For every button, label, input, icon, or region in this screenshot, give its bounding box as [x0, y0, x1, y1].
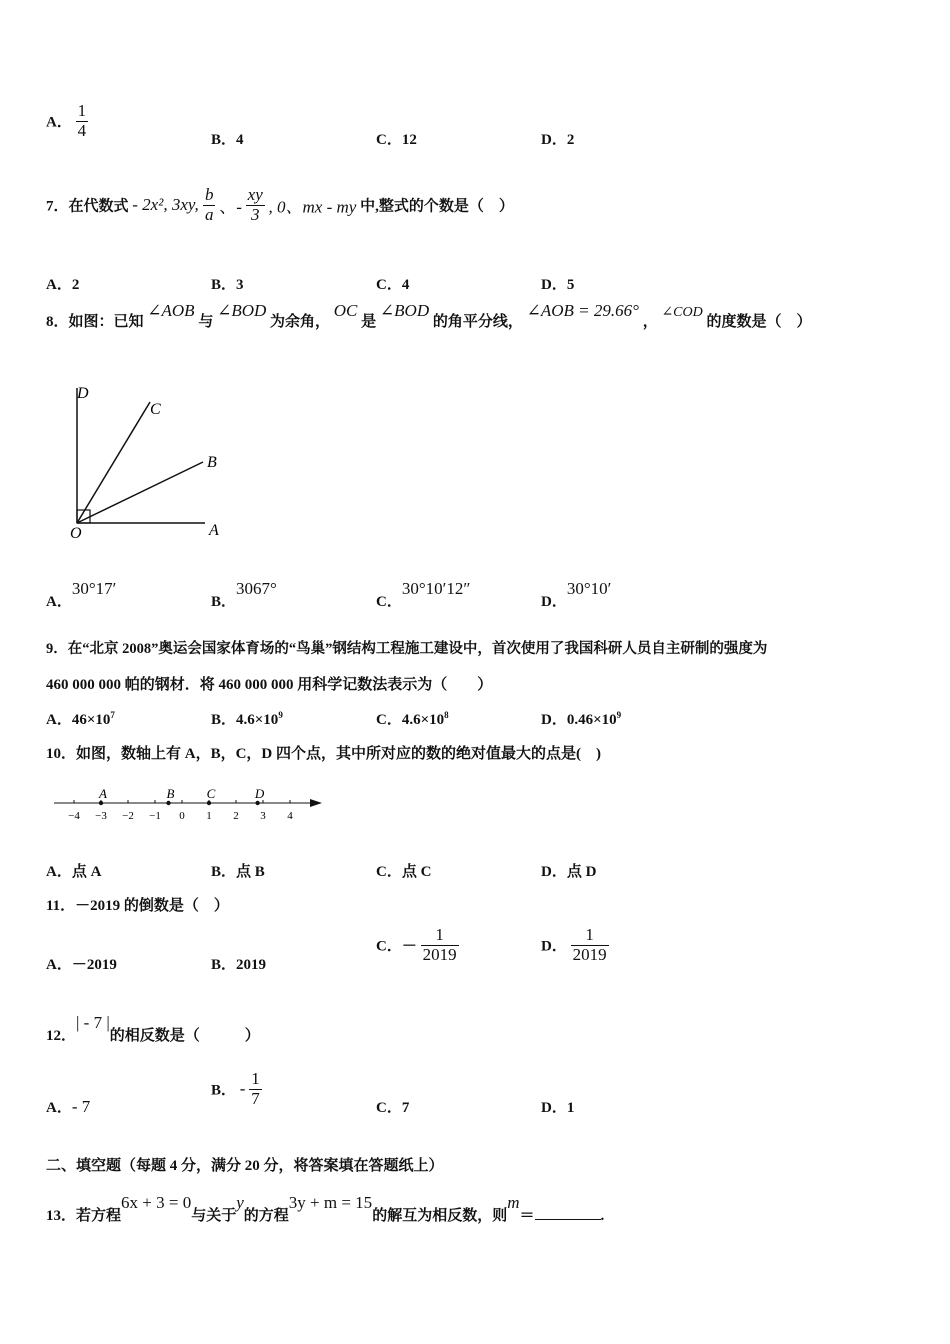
axis-arrow: [310, 799, 322, 807]
q13-text-1: 13．若方程: [46, 1208, 122, 1224]
q12-stem-text: 的相反数是（ ）: [109, 1028, 260, 1044]
q11-option-d: [541, 926, 609, 964]
q12-option-b-sign: -: [239, 1079, 246, 1099]
q11-option-c-fraction: $\frac{1}{2019}$: [422, 925, 457, 964]
q13-text-4: 的解互为相反数，则: [372, 1208, 508, 1224]
q8-math-oc: OC: [333, 301, 358, 320]
q13-answer-blank[interactable]: [535, 1205, 601, 1220]
q11-option-d-fraction: $\frac{1}{2019}$: [572, 925, 607, 964]
q9-option-d-exp: 9: [616, 710, 622, 720]
q6-options: [46, 102, 88, 140]
q8-option-d: [541, 578, 612, 610]
q7-prefix: 7．在代数式: [46, 198, 129, 215]
q7-suffix: 中,整式的个数是（ ）: [360, 198, 514, 215]
q12-option-a: [46, 1096, 90, 1117]
point-label-c: C: [206, 786, 216, 801]
q12-option-b-fraction: $\frac{1}{7}$: [251, 1069, 260, 1108]
q7-fraction-xy-over-3: $\frac{xy}{3}$: [247, 185, 263, 224]
q7-sep: 、-: [219, 197, 242, 217]
q13-math-m: m: [507, 1193, 520, 1212]
q8-text-2: 与: [198, 314, 214, 330]
q8-option-b-value: 3067°: [236, 579, 277, 598]
q8-text-4: 是: [361, 314, 377, 330]
q13-text-5: ＝: [519, 1208, 535, 1224]
q7-option-b: B．3: [211, 277, 244, 293]
tick-label: −2: [122, 810, 134, 822]
q10-option-d: D．点 D: [541, 864, 597, 880]
q12-abs-value: | - 7 |: [76, 1013, 110, 1032]
q12-number: 12．: [46, 1028, 77, 1044]
q8-option-a: [46, 578, 117, 610]
q8-stem: [46, 301, 812, 331]
q13-stem: [46, 1192, 605, 1224]
q6-option-a-label: A．: [46, 114, 72, 131]
label-d: D: [77, 385, 89, 402]
q6-option-c: C．12: [376, 132, 417, 148]
q8-option-c-label: C．: [376, 594, 402, 610]
q9-stem-line1: 9．在“北京 2008”奥运会国家体育场的“鸟巢”钢结构工程施工建设中，首次使用了我国科研人员自主研制的强度为: [46, 641, 768, 657]
q12-option-a-label: A．: [46, 1100, 72, 1116]
q13-text-2: 与关于: [191, 1208, 237, 1224]
q8-text-5: 的角平分线，: [432, 314, 523, 330]
q7-option-d: D．5: [541, 277, 575, 293]
point-c: [207, 801, 211, 805]
point-label-d: D: [254, 786, 265, 801]
tick-label: 1: [206, 810, 212, 822]
q12-option-b-label: B．: [211, 1082, 237, 1099]
q8-option-d-label: D．: [541, 594, 567, 610]
q8-option-c: [376, 578, 471, 610]
q11-option-d-label: D．: [541, 938, 567, 955]
q8-option-a-value: 30°17′: [71, 579, 117, 598]
q9-option-c: [376, 708, 449, 729]
label-a: A: [209, 522, 219, 539]
q9-option-d: [541, 708, 621, 729]
q12-option-b: [211, 1070, 262, 1108]
q9-option-c-text: C．4.6×10: [376, 712, 445, 728]
tick-label: 0: [179, 810, 185, 822]
point-label-b: B: [166, 786, 175, 801]
q10-option-a: A．点 A: [46, 864, 102, 880]
q9-option-a: [46, 708, 115, 729]
q8-math-aob: ∠AOB: [147, 301, 195, 320]
q8-math-cod: ∠COD: [661, 305, 703, 320]
q10-option-c: C．点 C: [376, 864, 432, 880]
q13-text-3: 的方程: [243, 1208, 289, 1224]
q11-option-c: [376, 926, 459, 964]
tick-label: −1: [149, 810, 161, 822]
q7-expr-part1: - 2x², 3xy,: [132, 195, 203, 215]
q9-option-a-exp: 7: [110, 710, 115, 720]
q8-angle-figure: [60, 380, 240, 545]
label-c: C: [150, 401, 161, 418]
q13-math-y: y: [236, 1193, 244, 1212]
q8-text-7: 的度数是（ ）: [706, 314, 812, 330]
q6-option-b: B．4: [211, 132, 244, 148]
q7-option-c: C．4: [376, 277, 410, 293]
point-a: [99, 801, 103, 805]
label-b: B: [207, 454, 217, 471]
q9-stem-line2: 460 000 000 帕的钢材．将 460 000 000 用科学记数法表示为（ ）: [46, 677, 493, 693]
q8-text-1: 8．如图：已知: [46, 314, 144, 330]
q8-math-bod: ∠BOD: [217, 301, 267, 320]
q8-math-bod-2: ∠BOD: [379, 301, 430, 320]
q9-option-b-exp: 9: [278, 710, 283, 720]
q11-option-b: B．2019: [211, 957, 267, 973]
q9-option-d-text: D．0.46×10: [541, 712, 617, 728]
q7-expr-part2: , 0、mx - my: [268, 197, 357, 217]
q8-option-a-label: A．: [46, 594, 72, 610]
q7-fraction-b-over-a: $\frac{b}{a}$: [204, 185, 214, 224]
q6-option-d: D．2: [541, 132, 575, 148]
label-o: O: [70, 525, 82, 542]
q9-option-c-exp: 8: [444, 710, 449, 720]
q12-stem: [46, 1012, 260, 1044]
tick-label: 3: [260, 810, 266, 822]
q10-stem: 10．如图，数轴上有 A，B，C，D 四个点，其中所对应的数的绝对值最大的点是( ): [46, 746, 601, 762]
q13-text-6: .: [600, 1208, 605, 1224]
q9-option-a-text: A．46×10: [46, 712, 111, 728]
q8-text-6: ，: [642, 314, 658, 330]
point-d: [255, 801, 259, 805]
q8-math-aob-value: ∠AOB = 29.66°: [526, 301, 639, 320]
axis-points: [98, 786, 265, 805]
q8-option-c-value: 30°10′12″: [401, 579, 471, 598]
tick-label: 4: [287, 810, 293, 822]
q13-math-eq2: 3y + m = 15: [288, 1193, 373, 1212]
q9-option-b: [211, 708, 283, 729]
q7-stem: [46, 186, 514, 224]
q12-option-c: C．7: [376, 1100, 410, 1116]
q7-option-a: A．2: [46, 277, 80, 293]
q11-option-a: A．－2019: [46, 957, 117, 973]
q8-option-b: [211, 578, 277, 610]
q10-number-line: [52, 784, 327, 826]
tick-label: −4: [68, 810, 80, 822]
tick-label: 2: [233, 810, 239, 822]
q6-option-a-fraction: $\frac{1}{4}$: [77, 101, 87, 140]
q8-option-b-label: B．: [211, 594, 237, 610]
q8-option-d-value: 30°10′: [566, 579, 612, 598]
q11-stem: 11．－2019 的倒数是（ ）: [46, 898, 229, 914]
tick-label: −3: [95, 810, 107, 822]
q12-option-a-value: - 7: [71, 1097, 91, 1116]
section-2-title: 二、填空题（每题 4 分，满分 20 分，将答案填在答题纸上）: [46, 1158, 444, 1174]
q12-option-d: D．1: [541, 1100, 575, 1116]
q11-option-c-label: C．－: [376, 938, 417, 955]
q9-option-b-text: B．4.6×10: [211, 712, 279, 728]
point-b: [166, 801, 170, 805]
q13-math-eq1: 6x + 3 = 0: [121, 1193, 192, 1212]
q8-text-3: 为余角，: [270, 314, 331, 330]
point-label-a: A: [99, 786, 107, 801]
q10-option-b: B．点 B: [211, 864, 265, 880]
